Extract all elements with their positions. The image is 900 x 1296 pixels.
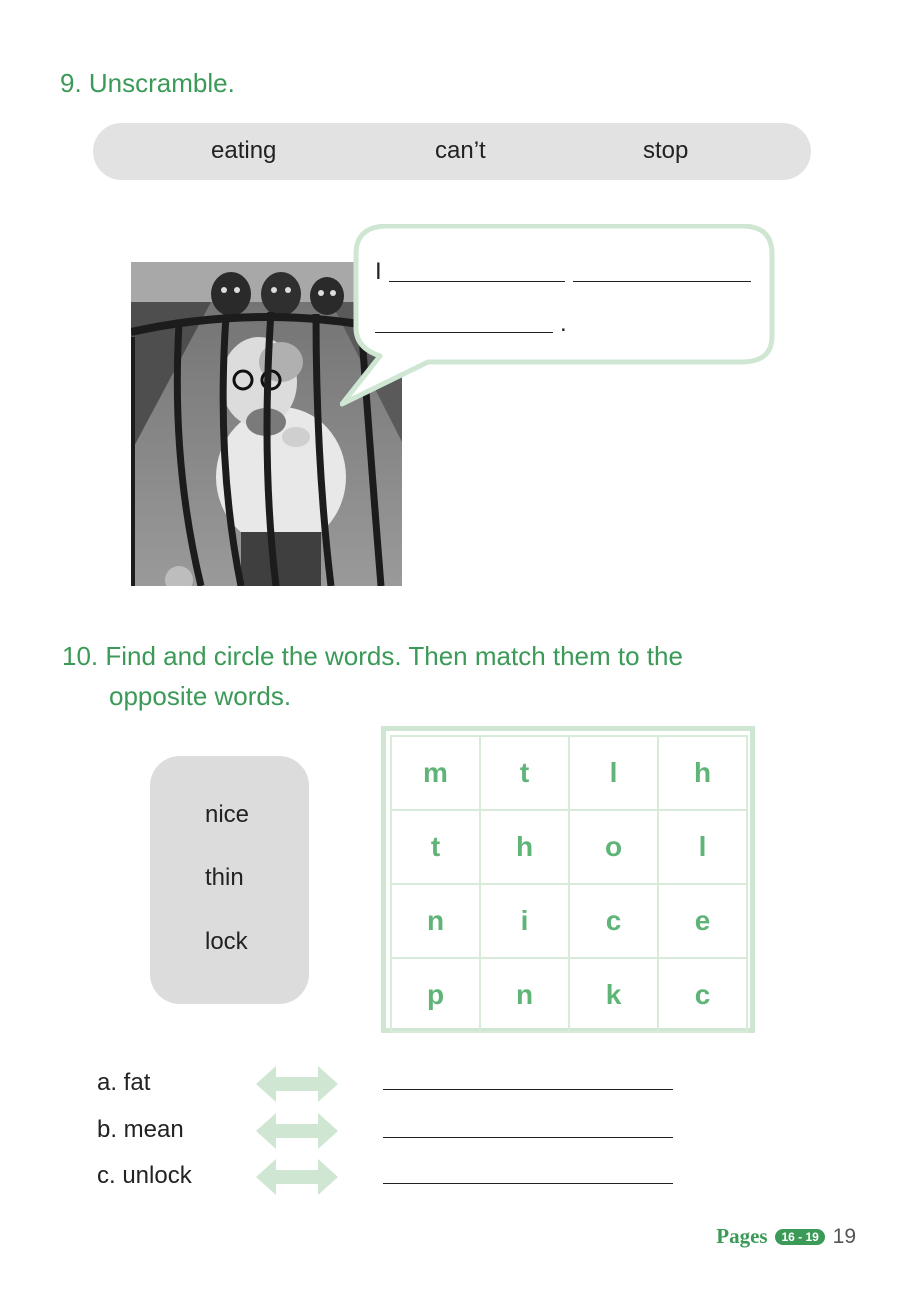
double-arrow-icon bbox=[256, 1113, 338, 1149]
grid-letter[interactable]: l bbox=[569, 736, 658, 810]
grid-letter[interactable]: h bbox=[480, 810, 569, 884]
page-number: 19 bbox=[832, 1225, 856, 1248]
grid-letter[interactable]: k bbox=[569, 958, 658, 1032]
scrambled-word: can’t bbox=[435, 137, 486, 164]
grid-letter[interactable]: t bbox=[391, 810, 480, 884]
grid-letter[interactable]: i bbox=[480, 884, 569, 958]
grid-letter[interactable]: e bbox=[658, 884, 747, 958]
answer-blank[interactable] bbox=[383, 1089, 673, 1090]
word-list-box bbox=[150, 756, 309, 1004]
question-10-title bbox=[62, 636, 683, 716]
opposite-label: a. fat bbox=[97, 1069, 151, 1096]
grid-letter[interactable]: c bbox=[569, 884, 658, 958]
question-10-title-line1: 10. Find and circle the words. Then match them to the bbox=[62, 641, 683, 671]
sentence-period: . bbox=[560, 310, 567, 337]
word-list-item: lock bbox=[205, 928, 248, 955]
word-list-item: nice bbox=[205, 801, 250, 828]
grid-letter[interactable]: h bbox=[658, 736, 747, 810]
question-9-title: 9. Unscramble. bbox=[60, 68, 235, 98]
grid-letter[interactable]: n bbox=[480, 958, 569, 1032]
grid-letter[interactable]: o bbox=[569, 810, 658, 884]
grid-letter[interactable]: t bbox=[480, 736, 569, 810]
answer-blank[interactable] bbox=[389, 281, 565, 282]
grid-letter[interactable]: l bbox=[658, 810, 747, 884]
opposite-label: c. unlock bbox=[97, 1162, 192, 1189]
scrambled-word: eating bbox=[211, 137, 277, 164]
answer-blank[interactable] bbox=[383, 1183, 673, 1184]
question-10-title-line2: opposite words. bbox=[109, 681, 292, 711]
answer-blank[interactable] bbox=[383, 1137, 673, 1138]
scrambled-word: stop bbox=[643, 137, 689, 164]
grid-letter[interactable]: p bbox=[391, 958, 480, 1032]
opposite-label: b. mean bbox=[97, 1116, 184, 1143]
page-range-badge: 16 - 19 bbox=[775, 1229, 824, 1245]
grid-letter[interactable]: n bbox=[391, 884, 480, 958]
scrambled-word-bank bbox=[93, 123, 811, 180]
pages-label: Pages bbox=[716, 1224, 768, 1248]
word-list-item: thin bbox=[205, 864, 244, 891]
grid-letter[interactable]: c bbox=[658, 958, 747, 1032]
double-arrow-icon bbox=[256, 1159, 338, 1195]
double-arrow-icon bbox=[256, 1066, 338, 1102]
page-footer bbox=[716, 1224, 856, 1249]
sentence-start-word: I bbox=[375, 258, 382, 285]
speech-bubble bbox=[340, 224, 780, 424]
answer-blank[interactable] bbox=[375, 332, 553, 333]
answer-blank[interactable] bbox=[573, 281, 751, 282]
grid-letter[interactable]: m bbox=[391, 736, 480, 810]
word-search-grid bbox=[381, 726, 755, 1033]
